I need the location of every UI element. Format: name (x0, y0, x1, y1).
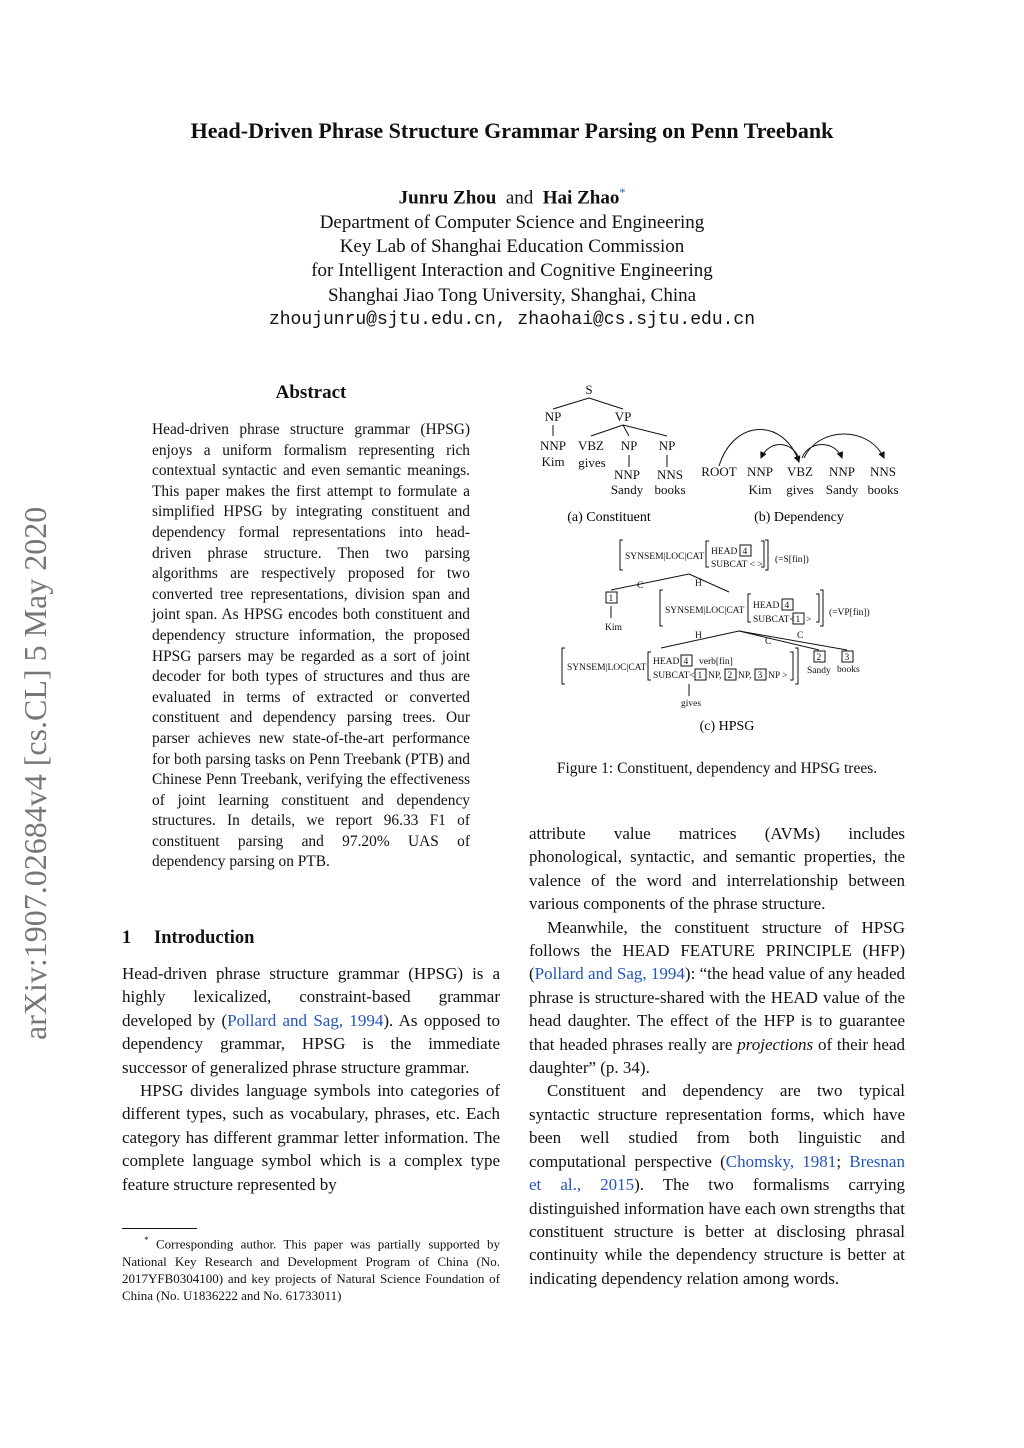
paragraph (529, 916, 905, 1080)
edge (739, 631, 847, 650)
section-title: Introduction (154, 928, 255, 948)
label-C: C (797, 631, 804, 641)
leaf-Sandy: Sandy (807, 666, 831, 676)
figure-caption: Figure 1: Constituent, dependency and HPSG trees. (556, 760, 878, 777)
edge (611, 574, 689, 590)
subcaption-c: (c) HPSG (699, 719, 755, 734)
arc-gives-books (804, 434, 884, 458)
dep-tag: NNP (828, 464, 856, 479)
right-column-body (529, 822, 905, 1290)
subcaption-a: (a) Constituent (567, 510, 651, 525)
bracket (795, 648, 798, 684)
figure-1 (529, 378, 919, 738)
bracket (648, 652, 651, 680)
footnote-star: * (144, 1235, 149, 1245)
bracket (620, 540, 623, 570)
tag-1: 1 (795, 615, 801, 625)
dep-root: ROOT (701, 464, 737, 479)
author-emails: zhoujunru@sjtu.edu.cn, zhaohai@cs.sjtu.edu.cn (268, 309, 756, 330)
dependency-tree (701, 429, 898, 497)
bracket (660, 590, 663, 626)
paper-title: Head-Driven Phrase Structure Grammar Parsing on Penn Treebank (190, 118, 834, 143)
abstract-heading: Abstract (275, 382, 347, 403)
dep-word: books (867, 482, 899, 497)
avm-note: (=S[fin]) (775, 555, 809, 565)
left-column-body (122, 962, 500, 1196)
dep-word: Sandy (825, 482, 859, 497)
paragraph: HPSG divides language symbols into categories of different types, such as vocabulary, phrases, etc. Each category has different grammar letter information. The complete language symbol which is a complex type feature structure represented by (122, 1081, 500, 1194)
bracket (562, 648, 565, 684)
avm-head: HEAD (753, 601, 780, 611)
arc-gives-kim (761, 445, 799, 459)
abstract-text: Head-driven phrase structure grammar (HPSG) enjoys a uniform formalism representing rich contextual syntactic and even semantic meanings. This paper makes the first attempt to formulate a simplified HPSG by integrating constituent and dependency formal representations into head-driven phrase structure. Then two parsing algorithms are respectively proposed for two converted tree representations, division span and joint span. As HPSG encodes both constituent and dependency structure information, the proposed HPSG parsers may be regarded as a sort of joint decoder for both types of structures and thus are evaluated in terms of extracted or converted constituent and dependency parsing trees. Our parser achieves new state-of-the-art performance for both parsing tasks on Penn Treebank (PTB) and Chinese Penn Treebank, verifying the effectiveness of joint learning constituent and dependency structures. In details, we report 96.33 F1 of constituent parsing and 97.20% UAS of dependency parsing on PTB. (152, 421, 470, 871)
tag-4: 4 (784, 601, 790, 611)
footnote-rule (122, 1228, 197, 1229)
author-and: and (505, 187, 534, 209)
label-C: C (765, 637, 772, 647)
text-run: ). As opposed to dependency grammar, HPSG is the immediate successor of generalized phrase structure grammar. (122, 1010, 501, 1077)
citation-link[interactable]: Pollard and Sag, 1994 (227, 1010, 384, 1030)
figure-1-svg (529, 378, 919, 738)
dep-word: Kim (748, 482, 772, 497)
footnote-text: Corresponding author. This paper was partially supported by National Key Research and Development Program of China (No. 2017YFB0304100) and key projects of Natural Science Foundation of China (No. U1836222 and No. 61733011) (122, 1236, 500, 1303)
edge (591, 425, 623, 436)
author-block (0, 180, 1024, 332)
leaf-gives: gives (681, 699, 702, 709)
tag-4: 4 (742, 547, 748, 557)
affiliation-line: Department of Computer Science and Engineering (319, 211, 705, 233)
leaf-Kim: Kim (605, 623, 622, 633)
leaf-gives: gives (578, 455, 606, 470)
node-VP: VP (614, 409, 632, 424)
author-line (0, 180, 1024, 211)
edge (589, 398, 623, 409)
text-run: Constituent and dependency are two typical syntactic structure representation forms, which have been well studied from both linguistic and computational perspective ( (529, 1081, 905, 1171)
section-number: 1 (122, 928, 132, 948)
leaf-Sandy: Sandy (610, 482, 644, 497)
node-NP: NP (544, 409, 562, 424)
leaf-Kim: Kim (541, 454, 565, 469)
avm-subcat-close: > (806, 615, 812, 625)
edge (553, 398, 589, 409)
edge (739, 631, 819, 650)
author-2: Hai Zhao (542, 187, 620, 209)
bracket (765, 540, 768, 570)
constituent-tree (540, 382, 686, 497)
text-run: Meanwhile, the constituent structure of HPSG follows the HEAD FEATURE PRINCIPLE (HFP) ( (529, 917, 905, 984)
avm-np: NP, (708, 671, 722, 681)
bracket (820, 590, 823, 626)
tag-2: 2 (727, 671, 733, 681)
node-NP: NP (658, 438, 676, 453)
bracket (748, 594, 751, 622)
text-run: of their head daughter” (p. 34). (529, 1034, 906, 1078)
node-NP: NP (620, 438, 638, 453)
affiliation-line: for Intelligent Interaction and Cognitive Engineering (311, 260, 713, 282)
dep-word: gives (786, 482, 814, 497)
affiliation-line: Shanghai Jiao Tong University, Shanghai, China (327, 284, 697, 306)
citation-link[interactable]: Bresnan et al., 2015 (529, 1151, 905, 1195)
section-heading (122, 928, 254, 949)
subcaption-b: (b) Dependency (754, 510, 844, 525)
dep-tag: NNP (746, 464, 774, 479)
avm-head: HEAD (653, 657, 680, 667)
avm-note: (=VP[fin]) (829, 608, 870, 618)
leaf-books: books (654, 482, 686, 497)
bracket (816, 594, 819, 622)
label-H: H (695, 631, 702, 641)
edge (623, 425, 667, 436)
avm-verb: verb[fin] (699, 657, 733, 667)
node-NNP: NNP (613, 467, 641, 482)
paragraph: attribute value matrices (AVMs) includes phonological, syntactic, and semantic properties, the valence of the word and interrelationship between various components of the phrase structure. (529, 824, 905, 914)
hpsg-tree (562, 540, 870, 709)
avm-np: NP > (768, 671, 788, 681)
label-C: C (637, 581, 644, 591)
tag-2: 2 (816, 653, 822, 663)
avm-path: SYNSEM|LOC|CAT (665, 606, 745, 616)
avm-path: SYNSEM|LOC|CAT (625, 552, 705, 562)
avm-head: HEAD (711, 547, 738, 557)
citation-link[interactable]: Pollard and Sag, 1994 (534, 964, 685, 984)
paragraph (529, 1079, 905, 1290)
label-H: H (695, 579, 702, 589)
node-NNP: NNP (539, 438, 567, 453)
footnote (122, 1232, 500, 1304)
leaf-books: books (837, 665, 860, 675)
avm-subcat: SUBCAT < > (711, 560, 763, 570)
node-NNS: NNS (656, 467, 684, 482)
arxiv-stamp-text: arXiv:1907.02684v4 [cs.CL] 5 May 2020 (17, 506, 53, 1040)
bracket (790, 652, 793, 680)
citation-link[interactable]: Chomsky, 1981 (725, 1151, 837, 1171)
dep-tag: VBZ (787, 464, 813, 479)
arxiv-stamp (8, 450, 60, 1040)
node-S: S (585, 382, 593, 397)
node-VBZ: VBZ (578, 438, 604, 453)
tag-3: 3 (757, 671, 763, 681)
avm-subcat: SUBCAT< (653, 671, 695, 681)
text-run: ; (836, 1151, 850, 1171)
tag-3: 3 (844, 653, 850, 663)
corresponding-star[interactable]: * (619, 185, 626, 199)
affiliation-line: Key Lab of Shanghai Education Commission (339, 235, 685, 257)
avm-np: NP, (738, 671, 752, 681)
bracket (706, 541, 709, 567)
avm-subcat: SUBCAT< (753, 615, 795, 625)
avm-path: SYNSEM|LOC|CAT (567, 663, 647, 673)
tag-4: 4 (683, 657, 689, 667)
tag-1: 1 (608, 594, 614, 604)
arc-root-gives (719, 429, 799, 466)
text-run: Head-driven phrase structure grammar (HPSG) is a highly lexicalized, constraint-based grammar developed by ( (122, 964, 500, 1030)
tag-1: 1 (697, 671, 703, 681)
text-run: ). The two formalisms carrying distinguished information have each own strengths that constituent structure is better at disclosing phrasal continuity while the dependency structure is better at indicating dependency relation among words. (529, 1175, 905, 1288)
dep-tag: NNS (869, 464, 897, 479)
author-1: Junru Zhou (398, 187, 497, 209)
emphasis: projections (737, 1034, 814, 1054)
paragraph (122, 962, 500, 1079)
text-run: ): “the head value of any headed phrase is structure-shared with the HEAD value of the head daughter. The effect of the HFP is to guarantee that headed phrases really are (529, 964, 905, 1054)
